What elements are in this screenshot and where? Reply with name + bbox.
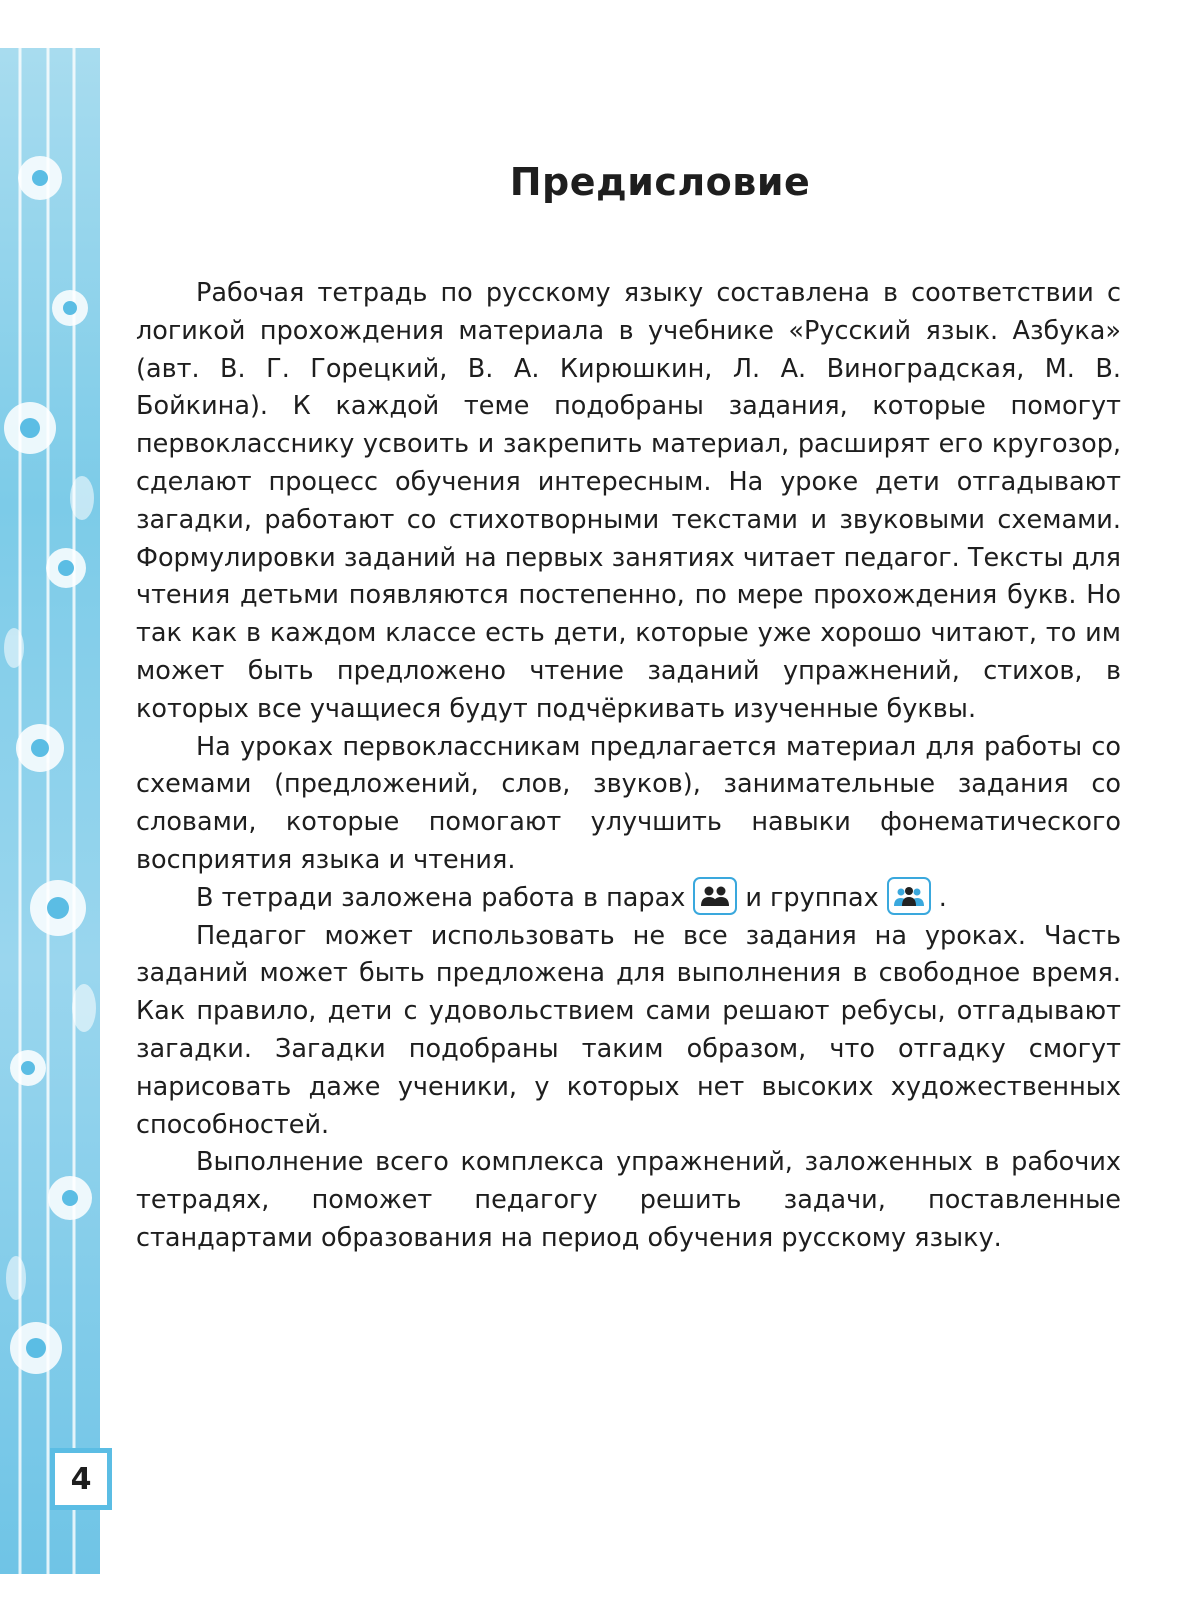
paragraph-4: Выполнение всего комплекса упражнений, заложенных в рабочих тетрадях, поможет педагогу решить задачи, поставленные стандартами образования на период обучения русскому языку.	[136, 1147, 1121, 1253]
page-number: 4	[50, 1448, 112, 1510]
body-text	[136, 275, 1121, 1258]
paragraph-2: На уроках первоклассникам предлагается материал для работы со схемами (предложений, слов, звуков), занимательные задания со словами, которые помогают улучшить навыки фонематического восприятия языка и чтения.	[136, 731, 1121, 875]
paragraph-3: Педагог может использовать не все задания на уроках. Часть заданий может быть предложена для выполнения в свободное время. Как правило, дети с удовольствием сами решают ребусы, отгадывают загадки. Загадки подобраны таким образом, что отгадку смогут нарисовать даже ученики, у которых нет высоких художественных способностей.	[136, 920, 1121, 1140]
paragraph-1: Рабочая тетрадь по русскому языку составлена в соответствии с логикой прохождения материала в учебнике «Русский язык. Азбука» (авт. В. Г. Горецкий, В. А. Кирюшкин, Л. А. Виноградская, М. В. Бойкина). К каждой теме подобраны задания, которые помогут первокласснику усвоить и закрепить материал, расширят его кругозор, сделают процесс обучения интересным. На уроке дети отгадывают загадки, работают со стихотворными текстами и звуковыми схемами. Формулировки заданий на первых занятиях читает педагог. Тексты для чтения детьми появляются постепенно, по мере прохождения букв. Но так как в каждом классе есть дети, которые уже хорошо читают, то им может быть предложено чтение заданий упражнений, стихов, в которых все учащиеся будут подчёркивать изученные буквы.	[136, 278, 1121, 724]
decorative-side-band	[0, 48, 100, 1574]
groups-text: и группах	[745, 882, 879, 913]
paragraph-pairs-groups	[136, 880, 1121, 918]
page-title: Предисловие	[509, 160, 811, 204]
pair-work-icon	[693, 877, 737, 915]
group-work-icon	[887, 877, 931, 915]
period: .	[938, 882, 947, 913]
pairs-text: В тетради заложена работа в парах	[196, 882, 686, 913]
floral-pattern	[0, 48, 100, 1574]
